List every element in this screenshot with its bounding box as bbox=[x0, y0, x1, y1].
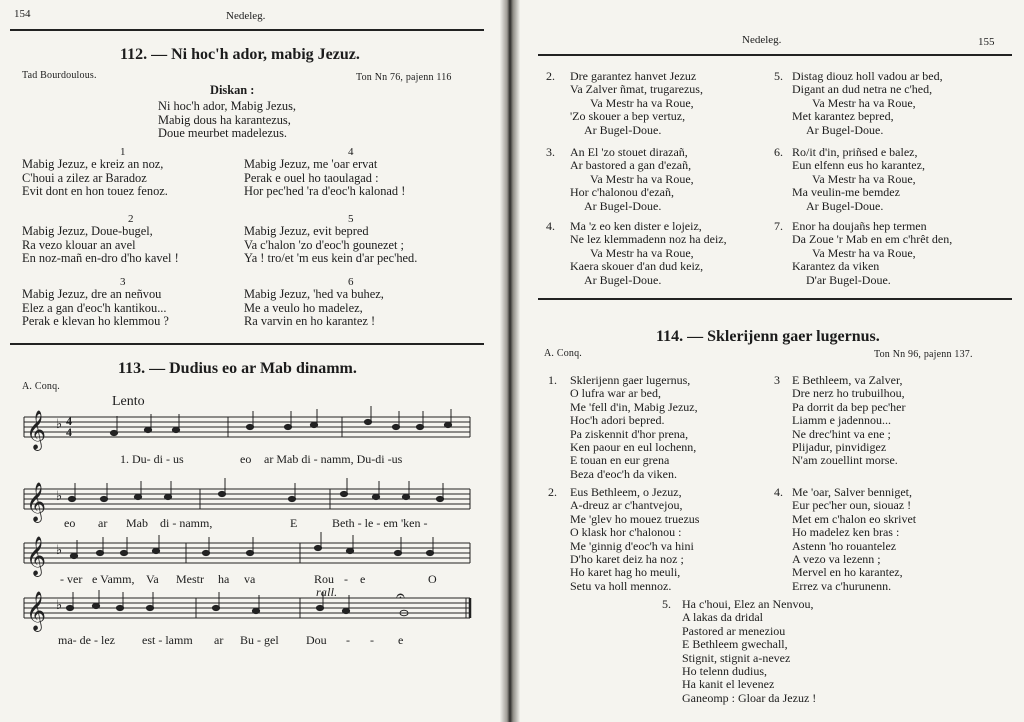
stanza-114-3 bbox=[774, 374, 905, 468]
stanza-line: Distag diouz holl vadou ar bed, bbox=[792, 69, 943, 83]
stanza-line: Va Zalver ñmat, trugarezus, bbox=[570, 82, 703, 97]
stanza-number: 5. bbox=[774, 69, 783, 83]
stanza-line: 'Zo skouer a bep vertuz, bbox=[570, 109, 686, 124]
stanza-line: Ar Bugel-Doue. bbox=[584, 198, 662, 213]
stanza-line: Mervel en ho karantez, bbox=[792, 565, 903, 580]
stanza-line: Eus Bethleem, o Jezuz, bbox=[570, 485, 682, 499]
stanza-number: 2. bbox=[548, 485, 557, 499]
stanza-number: 3 bbox=[120, 276, 126, 288]
stanza-line: En noz-mañ en-dro d'ho kavel ! bbox=[22, 251, 179, 266]
stanza-114-2 bbox=[548, 486, 699, 593]
stanza-line: D'ar Bugel-Doue. bbox=[806, 272, 891, 287]
stanza-line: O lufra war ar bed, bbox=[570, 386, 661, 401]
section-rule bbox=[538, 298, 1012, 300]
stanza-line: Ar Bugel-Doue. bbox=[584, 272, 662, 287]
lyric: e bbox=[360, 572, 366, 586]
stanza-number: 5 bbox=[348, 213, 354, 225]
stanza-line: Digant an dud netra ne c'hed, bbox=[792, 82, 933, 97]
stanza-line: Beza d'eoc'h da viken. bbox=[570, 466, 677, 481]
stanza-line: Ha kanit el levenez bbox=[682, 677, 775, 692]
chorus-line: Doue meurbet madelezus. bbox=[158, 126, 288, 141]
stanza-line: Ra vezo klouar an avel bbox=[22, 237, 136, 252]
stanza-line: Ro/it d'in, priñsed e balez, bbox=[792, 145, 918, 159]
stanza-line: A vezo va lezenn ; bbox=[792, 552, 881, 567]
stanza-number: 2 bbox=[128, 213, 134, 225]
lyric: - ver bbox=[60, 572, 83, 586]
stanza-line: Ra varvin en ho karantez ! bbox=[244, 314, 376, 329]
stanza-line: Perak e klevan ho klemmou ? bbox=[22, 314, 169, 329]
stanza-line: O klask hor c'halonou : bbox=[570, 525, 682, 540]
treble-clef-icon: 𝄞 bbox=[26, 591, 47, 631]
stanza-line: Me 'oar, Salver benniget, bbox=[792, 485, 912, 499]
stanza-line: Va Mestr ha va Roue, bbox=[590, 95, 694, 110]
stanza-line: Hor c'halonou d'ezañ, bbox=[570, 185, 674, 200]
stanza-line: Astenn 'ho rouantelez bbox=[792, 538, 897, 553]
running-head: Nedeleg. bbox=[226, 10, 266, 22]
stanza-line: Stignit, stignit a-nevez bbox=[682, 650, 791, 665]
chorus-label: Diskan : bbox=[210, 83, 255, 97]
lyric: ar Mab di - namm, Du-di -us bbox=[264, 452, 403, 466]
stanza-113-2 bbox=[546, 70, 703, 137]
stanza-number: 5. bbox=[662, 597, 671, 611]
stanza-line: Va c'halon 'zo d'eoc'h gounezet ; bbox=[244, 237, 404, 252]
book-gutter bbox=[500, 0, 520, 722]
stanza-line: Pastored ar meneziou bbox=[682, 623, 786, 638]
stanza-line: Me 'fell d'in, Mabig Jezuz, bbox=[570, 399, 698, 414]
stanza-113-6 bbox=[774, 146, 925, 213]
stanza-line: Hoc'h adori bepred. bbox=[570, 413, 665, 428]
stanza-113-7 bbox=[774, 220, 952, 287]
tempo-marking: Lento bbox=[112, 394, 145, 409]
lyric: ha bbox=[218, 572, 230, 586]
stanza-line: Met em c'halon eo skrivet bbox=[792, 511, 917, 526]
stanza-line: Met karantez bepred, bbox=[792, 109, 894, 124]
lyric: 1. Du- di - us bbox=[120, 452, 184, 466]
time-signature: 4 bbox=[66, 414, 72, 428]
stanza-line: Eur pec'her oun, siouaz ! bbox=[792, 498, 912, 513]
stanza-line: Ho telenn dudius, bbox=[682, 664, 767, 679]
stanza-line: Dre garantez hanvet Jezuz bbox=[570, 69, 697, 83]
stanza-line: Ne drec'hint va ene ; bbox=[792, 426, 891, 441]
hymn-114-tune-ref: Ton Nn 96, pajenn 137. bbox=[874, 349, 973, 360]
stanza-113-5 bbox=[774, 70, 943, 137]
stanza-line: Ma veulin-me bemdez bbox=[792, 185, 900, 200]
lyric: - bbox=[370, 633, 374, 647]
stanza-number: 2. bbox=[546, 69, 555, 83]
lyric: - bbox=[344, 572, 348, 586]
lyric: Bu - gel bbox=[240, 633, 279, 647]
chorus-line: Ni hoc'h ador, Mabig Jezus, bbox=[158, 99, 297, 113]
stanza-line: C'houi a zilez ar Baradoz bbox=[22, 170, 147, 185]
stanza-line: Enor ha doujañs hep termen bbox=[792, 219, 927, 233]
lyric: est - lamm bbox=[142, 633, 193, 647]
lyric: Mab bbox=[126, 516, 148, 530]
stanza-line: Me a veulo ho madelez, bbox=[244, 300, 363, 315]
hymn-114-author: A. Conq. bbox=[544, 348, 582, 359]
stanza-113-3 bbox=[546, 146, 694, 213]
stanza-line: A lakas da dridal bbox=[682, 610, 763, 625]
stanza-line: Ya ! tro/et 'm eus kein d'ar pec'hed. bbox=[244, 251, 418, 266]
notes-staff-3 bbox=[70, 532, 433, 559]
header-rule bbox=[538, 54, 1012, 56]
stanza-line: An El 'zo stouet dirazañ, bbox=[570, 145, 688, 159]
music-score bbox=[0, 0, 500, 722]
lyric: di - namm, bbox=[160, 516, 213, 530]
stanza-number: 6 bbox=[348, 276, 354, 288]
hymn-114-title: 114. — Sklerijenn gaer lugernus. bbox=[656, 328, 880, 345]
stanza-line: Mabig Jezuz, Doue-bugel, bbox=[22, 224, 153, 238]
lyric: ar bbox=[98, 516, 108, 530]
stanza-line: Mabig Jezuz, e kreiz an noz, bbox=[22, 157, 164, 171]
stanza-line: Ho madelez ken bras : bbox=[792, 525, 900, 540]
treble-clef-icon: 𝄞 bbox=[26, 410, 47, 450]
stanza-line: Ma 'z eo ken dister e lojeiz, bbox=[570, 219, 702, 233]
stanza-line: Mabig Jezuz, evit bepred bbox=[244, 224, 369, 238]
lyric: Dou bbox=[306, 633, 327, 647]
stanza-number: 3. bbox=[546, 145, 555, 159]
running-head: Nedeleg. bbox=[742, 34, 782, 46]
stanza-number: 3 bbox=[774, 373, 780, 387]
stanza-line: Pa dorrit da bep pec'her bbox=[792, 399, 906, 414]
flat-icon: ♭ bbox=[56, 416, 63, 431]
stanza-line: Errez va c'hurunenn. bbox=[792, 578, 892, 593]
stanza-line: Sklerijenn gaer lugernus, bbox=[570, 373, 691, 387]
stanza-line: Kaera skouer d'an dud keiz, bbox=[570, 259, 704, 274]
stanza-114-5 bbox=[662, 598, 816, 705]
right-page bbox=[520, 0, 1024, 722]
stanza-line: Ar bastored a gan d'ezañ, bbox=[570, 158, 692, 173]
lyric: ma- de - lez bbox=[58, 633, 115, 647]
stanza-line: Eun elfenn eus ho karantez, bbox=[792, 158, 925, 173]
left-page bbox=[0, 0, 500, 722]
lyric: e bbox=[398, 633, 404, 647]
stanza-line: Perak e ouel ho taoulagad : bbox=[244, 170, 379, 185]
stanza-line: E touan en eur grena bbox=[570, 453, 670, 468]
stanza-line: Ken paour en eul lochenn, bbox=[570, 440, 697, 455]
lyric: va bbox=[244, 572, 256, 586]
stanza-line: Mabig Jezuz, dre an neñvou bbox=[22, 287, 162, 301]
lyric: Rou bbox=[314, 572, 335, 586]
lyric: - bbox=[346, 633, 350, 647]
hymn-112-title: 112. — Ni hoc'h ador, mabig Jezuz. bbox=[120, 46, 360, 63]
stanza-line: Va Mestr ha va Roue, bbox=[590, 245, 694, 260]
stanza-line: Ar Bugel-Doue. bbox=[806, 122, 884, 137]
lyric: eo bbox=[64, 516, 76, 530]
stanza-number: 7. bbox=[774, 219, 783, 233]
stanza-line: Va Mestr ha va Roue, bbox=[812, 95, 916, 110]
hymn-113-author: A. Conq. bbox=[22, 381, 60, 392]
lyric: Va bbox=[146, 572, 159, 586]
chorus-line: Mabig dous ha karantezus, bbox=[158, 112, 291, 127]
stanza-line: Plijadur, pinvidigez bbox=[792, 440, 887, 455]
stanza-number: 4 bbox=[348, 146, 354, 158]
lyric: Mestr bbox=[176, 572, 204, 586]
stanza-line: Ar Bugel-Doue. bbox=[584, 122, 662, 137]
stanza-line: D'ho karet deiz ha noz ; bbox=[570, 552, 684, 567]
stanza-line: Ganeomp : Gloar da Jezuz ! bbox=[682, 690, 817, 705]
stanza-line: E Bethleem, va Zalver, bbox=[792, 373, 903, 387]
stanza-line: Mabig Jezuz, me 'oar ervat bbox=[244, 157, 378, 171]
notes-staff-1 bbox=[110, 406, 451, 436]
treble-clef-icon: 𝄞 bbox=[26, 536, 47, 576]
stanza-113-4 bbox=[546, 220, 727, 287]
lyric: e Vamm, bbox=[92, 572, 135, 586]
notes-staff-2 bbox=[68, 478, 443, 502]
stanza-114-1 bbox=[548, 374, 698, 481]
lyric: eo bbox=[240, 452, 252, 466]
lyric: E bbox=[290, 516, 298, 530]
stanza-number: 4. bbox=[774, 485, 783, 499]
stanza-line: Mabig Jezuz, 'hed va buhez, bbox=[244, 287, 384, 301]
stanza-line: N'am zouellint morse. bbox=[792, 453, 898, 468]
stanza-line: Evit dont en hon touez fenoz. bbox=[22, 184, 168, 199]
stanza-line: Ar Bugel-Doue. bbox=[806, 198, 884, 213]
stanza-line: E Bethleem gwechall, bbox=[682, 637, 788, 652]
stanza-number: 4. bbox=[546, 219, 555, 233]
lyric: ar bbox=[214, 633, 224, 647]
stanza-line: Dre nerz ho trubuilhou, bbox=[792, 386, 905, 401]
flat-icon: ♭ bbox=[56, 542, 63, 557]
stanza-line: Setu va holl mennoz. bbox=[570, 578, 672, 593]
stanza-line: Va Mestr ha va Roue, bbox=[812, 171, 916, 186]
time-signature: 4 bbox=[66, 425, 72, 439]
stanza-line: Hor pec'hed 'ra d'eoc'h kalonad ! bbox=[244, 184, 406, 199]
stanza-line: Elez a gan d'eoc'h kantikou... bbox=[22, 300, 167, 315]
hymn-112-author: Tad Bourdoulous. bbox=[22, 70, 97, 81]
stanza-number: 6. bbox=[774, 145, 783, 159]
stanza-line: Me 'glev ho mouez truezus bbox=[570, 511, 700, 526]
stanza-line: Da Zoue 'r Mab en em c'hrêt den, bbox=[792, 232, 953, 247]
page-number: 155 bbox=[978, 36, 995, 48]
stanza-line: Ne lez klemmadenn noz ha deiz, bbox=[570, 232, 727, 247]
lyric: O bbox=[428, 572, 437, 586]
stanza-line: Va Mestr ha va Roue, bbox=[812, 245, 916, 260]
stanza-line: Liamm e jadennou... bbox=[792, 413, 891, 428]
stanza-line: Va Mestr ha va Roue, bbox=[590, 171, 694, 186]
lyric: Beth - le - em 'ken - bbox=[332, 516, 428, 530]
stanza-line: Ha c'houi, Elez an Nenvou, bbox=[682, 597, 814, 611]
stanza-number: 1 bbox=[120, 146, 126, 158]
flat-icon: ♭ bbox=[56, 488, 63, 503]
stanza-line: Karantez da viken bbox=[792, 259, 880, 274]
rall-marking: rall. bbox=[316, 585, 338, 599]
stanza-line: Ho karet hag ho meuli, bbox=[570, 565, 681, 580]
fermata-icon: 𝄐 bbox=[396, 588, 405, 605]
treble-clef-icon: 𝄞 bbox=[26, 482, 47, 522]
flat-icon: ♭ bbox=[56, 597, 63, 612]
hymn-112-tune-ref: Ton Nn 76, pajenn 116 bbox=[356, 72, 452, 83]
stanza-line: Pa ziskennit d'hor prena, bbox=[570, 426, 689, 441]
stanza-line: A-dreuz ar c'hantvejou, bbox=[570, 498, 683, 513]
hymn-113-title: 113. — Dudius eo ar Mab dinamm. bbox=[118, 360, 357, 377]
stanza-number: 1. bbox=[548, 373, 557, 387]
stanza-114-4 bbox=[774, 486, 916, 593]
page-number: 154 bbox=[14, 8, 31, 20]
stanza-line: Me 'ginnig d'eoc'h va hini bbox=[570, 538, 694, 553]
